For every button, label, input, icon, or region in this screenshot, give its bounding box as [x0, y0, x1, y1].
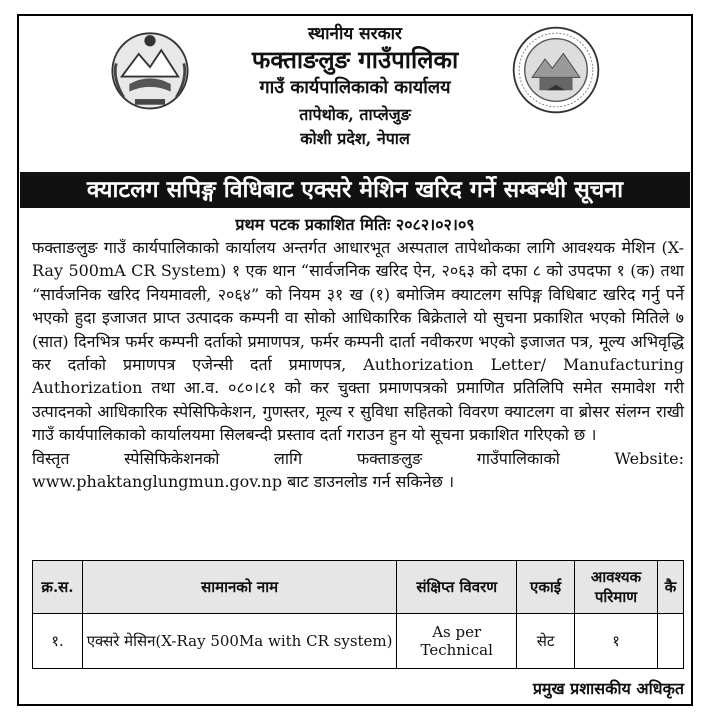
notice-body [32, 236, 684, 493]
col-remarks: कै [657, 561, 683, 614]
cell-unit: सेट [517, 614, 575, 669]
published-date: प्रथम पटक प्रकाशित मितिः २०८२।०२।०९ [235, 215, 475, 234]
items-table [32, 560, 684, 669]
cell-description: As per Technical [397, 614, 517, 669]
office-address: तापेथोक, ताप्लेजुङ [299, 105, 411, 124]
col-unit: एकाई [517, 561, 575, 614]
table-header-row [33, 561, 684, 614]
cell-item-name: एक्सरे मेसिन(X-Ray 500Ma with CR system) [82, 614, 396, 669]
notice-paragraph-2: विस्तृत स्पेसिफिकेशनको लागि फक्ताङलुङ गाउँपालिकाको Website: www.phaktanglungmun.gov.np बाट डाउनलोड गर्न सकिनेछ । [32, 448, 684, 492]
signature-designation: प्रमुख प्रशासकीय अधिकृत [532, 679, 684, 698]
col-serial: क्र.स. [33, 561, 83, 614]
notice-paragraph-1: फक्ताङलुङ गाउँ कार्यपालिकाको कार्यालय अन्तर्गत आधारभूत अस्पताल तापेथोकका लागि आवश्यक मेशिन (X-Ray 500mA CR System) १ एक थान “सार्वजनिक खरिद ऐन, २०६३ को दफा ८ को उपदफा १ (क) तथा “सार्वजनिक खरिद नियमावली, २०६४” को नियम ३१ ख (१) बमोजिम क्याटलग सपिङ्ग विधिबाट खरिद गर्नु पर्ने भएको हुदा इजाजत प्राप्त उत्पादक कम्पनी वा सोको आधिकारिक बिक्रेताले यो सुचना प्रकाशित भएको मितिले ७ (सात) दिनभित्र फर्मर कम्पनी दर्ताको प्रमाणपत्र, फर्मर कम्पनी दार्ता नवीकरण भएको इजाजत पत्र, मूल्य अभिवृद्धि कर दर्ताको प्रमाणपत्र एजेन्सी दर्ता प्रमाणपत्र, Authorization Letter/ Manufacturing Authorization तथा आ.व. ०८०।८१ को कर चुक्ता प्रमाणपत्रको प्रमाणित प्रतिलिपि समेत समावेश गरी उत्पादनको आधिकारिक स्पेसिफिकेशन, गुणस्तर, मूल्य र सुविधा सहितको विवरण क्याटलग वा ब्रोसर संलग्न राखी गाउँ कार्यपालिकाको कार्यालयमा सिलबन्दी प्रस्ताव दर्ता गराउन हुन यो सूचना प्रकाशित गरिएको छ । [32, 238, 684, 445]
local-government-line: स्थानीय सरकार [307, 24, 402, 44]
table-row [33, 614, 684, 669]
municipality-name: फक्ताङलुङ गाउँपालिका [251, 45, 459, 74]
office-header [0, 26, 710, 155]
col-item-name: सामानको नाम [82, 561, 396, 614]
cell-serial: १. [33, 614, 83, 669]
notice-title: क्याटलग सपिङ्ग विधिबाट एक्सरे मेशिन खरिद गर्ने सम्बन्धी सूचना [20, 172, 690, 208]
col-description: संक्षिप्त विवरण [397, 561, 517, 614]
col-quantity: आवश्यक परिमाण [575, 561, 658, 614]
cell-quantity: १ [575, 614, 658, 669]
province-line: कोशी प्रदेश, नेपाल [300, 129, 410, 148]
office-name: गाउँ कार्यपालिकाको कार्यालय [259, 77, 451, 98]
cell-remarks [657, 614, 683, 669]
